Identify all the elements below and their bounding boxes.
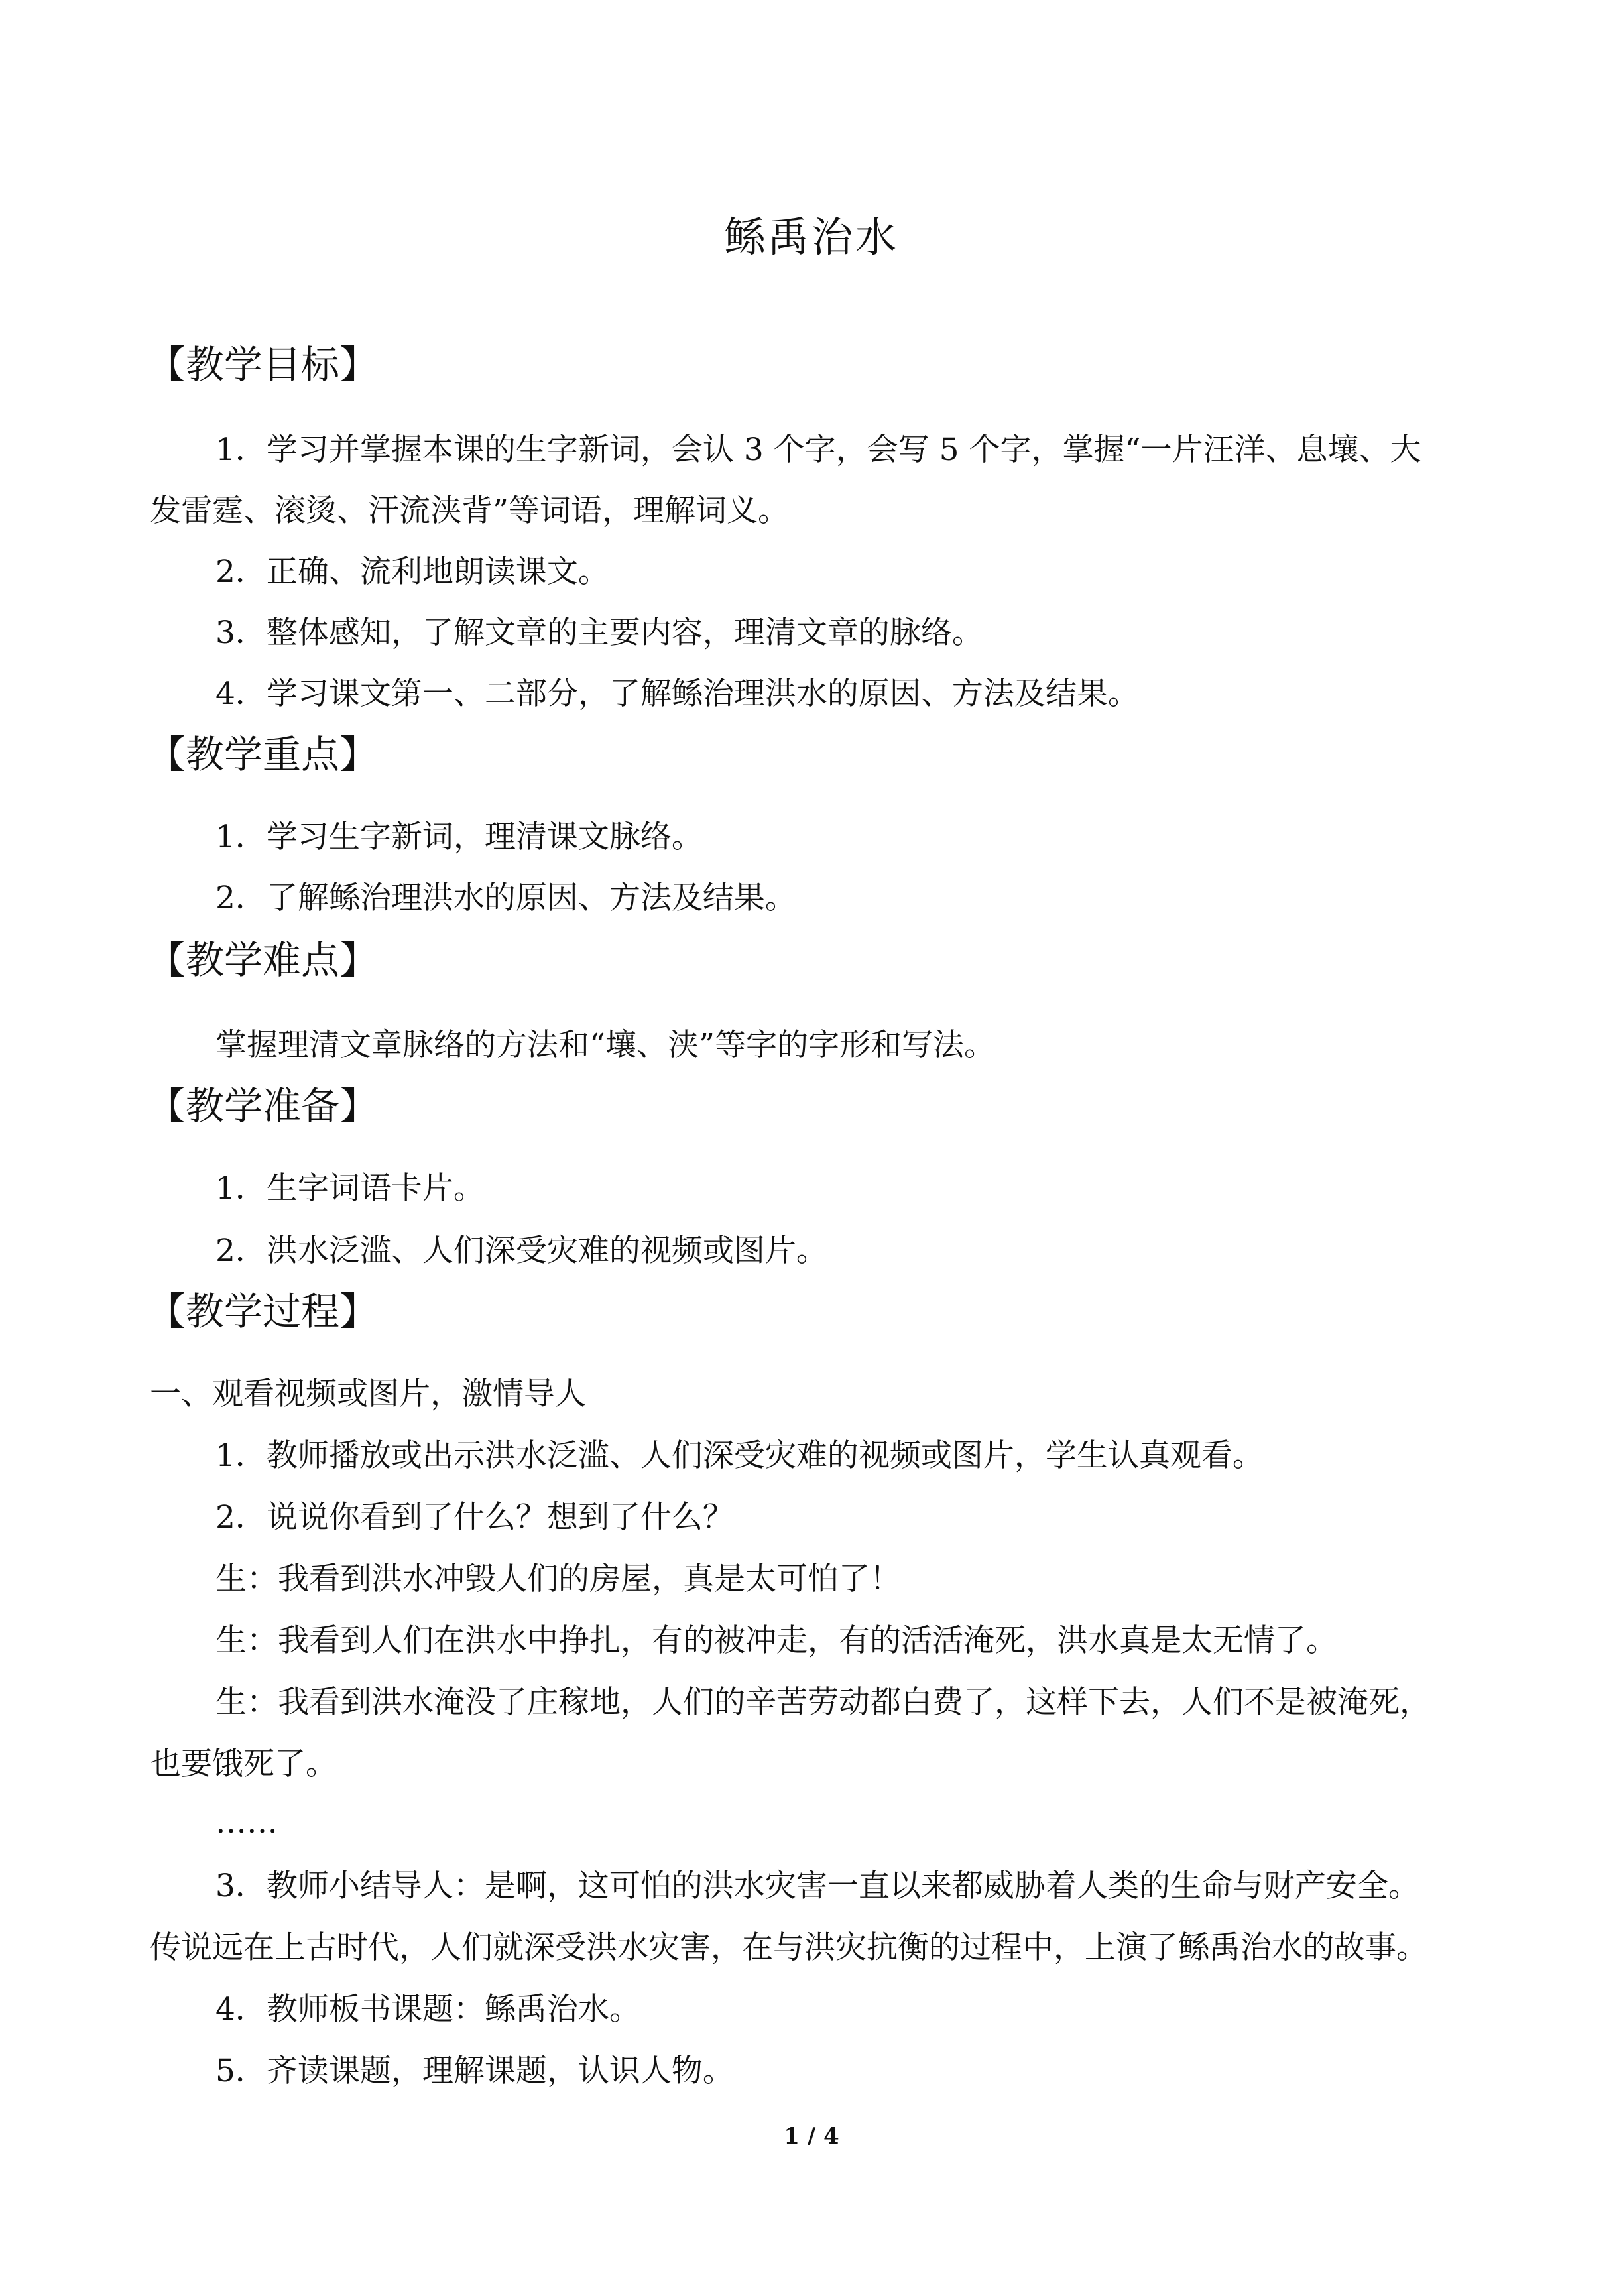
section-heading-objectives: 【教学目标】 (147, 342, 379, 387)
process-line-5-continued: 也要饿死了。 (150, 1746, 337, 1782)
page-number: 1 / 4 (784, 2123, 839, 2149)
process-part-title: 一、观看视频或图片，激情导人 (150, 1376, 586, 1412)
process-line-6-continued: 传说远在上古时代，人们就深受洪水灾害，在与洪灾抗衡的过程中，上演了鲧禹治水的故事。 (150, 1929, 1427, 1966)
objective-item-4: 4．学习课文第一、二部分，了解鲧治理洪水的原因、方法及结果。 (215, 676, 1139, 712)
process-line-7: 4．教师板书课题：鲧禹治水。 (215, 1991, 640, 2027)
process-line-8: 5．齐读课题，理解课题，认识人物。 (215, 2053, 734, 2089)
objective-item-1: 1．学习并掌握本课的生字新词，会认 3 个字，会写 5 个字，掌握“一片汪洋、息壤、大 (215, 432, 1421, 468)
section-heading-preparation: 【教学准备】 (147, 1083, 379, 1128)
section-heading-difficulties: 【教学难点】 (147, 937, 379, 983)
process-line-1: 1．教师播放或出示洪水泛滥、人们深受灾难的视频或图片，学生认真观看。 (215, 1437, 1264, 1474)
process-line-3: 生：我看到洪水冲毁人们的房屋，真是太可怕了！ (215, 1561, 901, 1597)
process-line-2: 2．说说你看到了什么？想到了什么？ (215, 1499, 734, 1536)
document-title: 鲧禹治水 (723, 213, 899, 261)
process-line-5: 生：我看到洪水淹没了庄稼地，人们的辛苦劳动都白费了，这样下去，人们不是被淹死， (215, 1684, 1431, 1721)
objective-item-3: 3．整体感知，了解文章的主要内容，理清文章的脉络。 (215, 615, 983, 651)
section-heading-process: 【教学过程】 (147, 1289, 379, 1334)
preparation-item-2: 2．洪水泛滥、人们深受灾难的视频或图片。 (215, 1233, 827, 1269)
process-ellipsis: …… (215, 1804, 278, 1841)
objective-item-1-continued: 发雷霆、滚烫、汗流浃背”等词语，理解词义。 (150, 493, 790, 529)
objective-item-2: 2．正确、流利地朗读课文。 (215, 554, 609, 590)
section-heading-key-points: 【教学重点】 (147, 732, 379, 777)
process-line-6: 3．教师小结导人：是啊，这可怕的洪水灾害一直以来都威胁着人类的生命与财产安全。 (215, 1868, 1419, 1904)
difficulty-item-1: 掌握理清文章脉络的方法和“壤、浃”等字的字形和写法。 (215, 1027, 996, 1063)
process-line-4: 生：我看到人们在洪水中挣扎，有的被冲走，有的活活淹死，洪水真是太无情了。 (215, 1622, 1337, 1659)
preparation-item-1: 1．生字词语卡片。 (215, 1170, 485, 1207)
key-point-item-2: 2．了解鲧治理洪水的原因、方法及结果。 (215, 880, 796, 916)
key-point-item-1: 1．学习生字新词，理清课文脉络。 (215, 819, 703, 855)
